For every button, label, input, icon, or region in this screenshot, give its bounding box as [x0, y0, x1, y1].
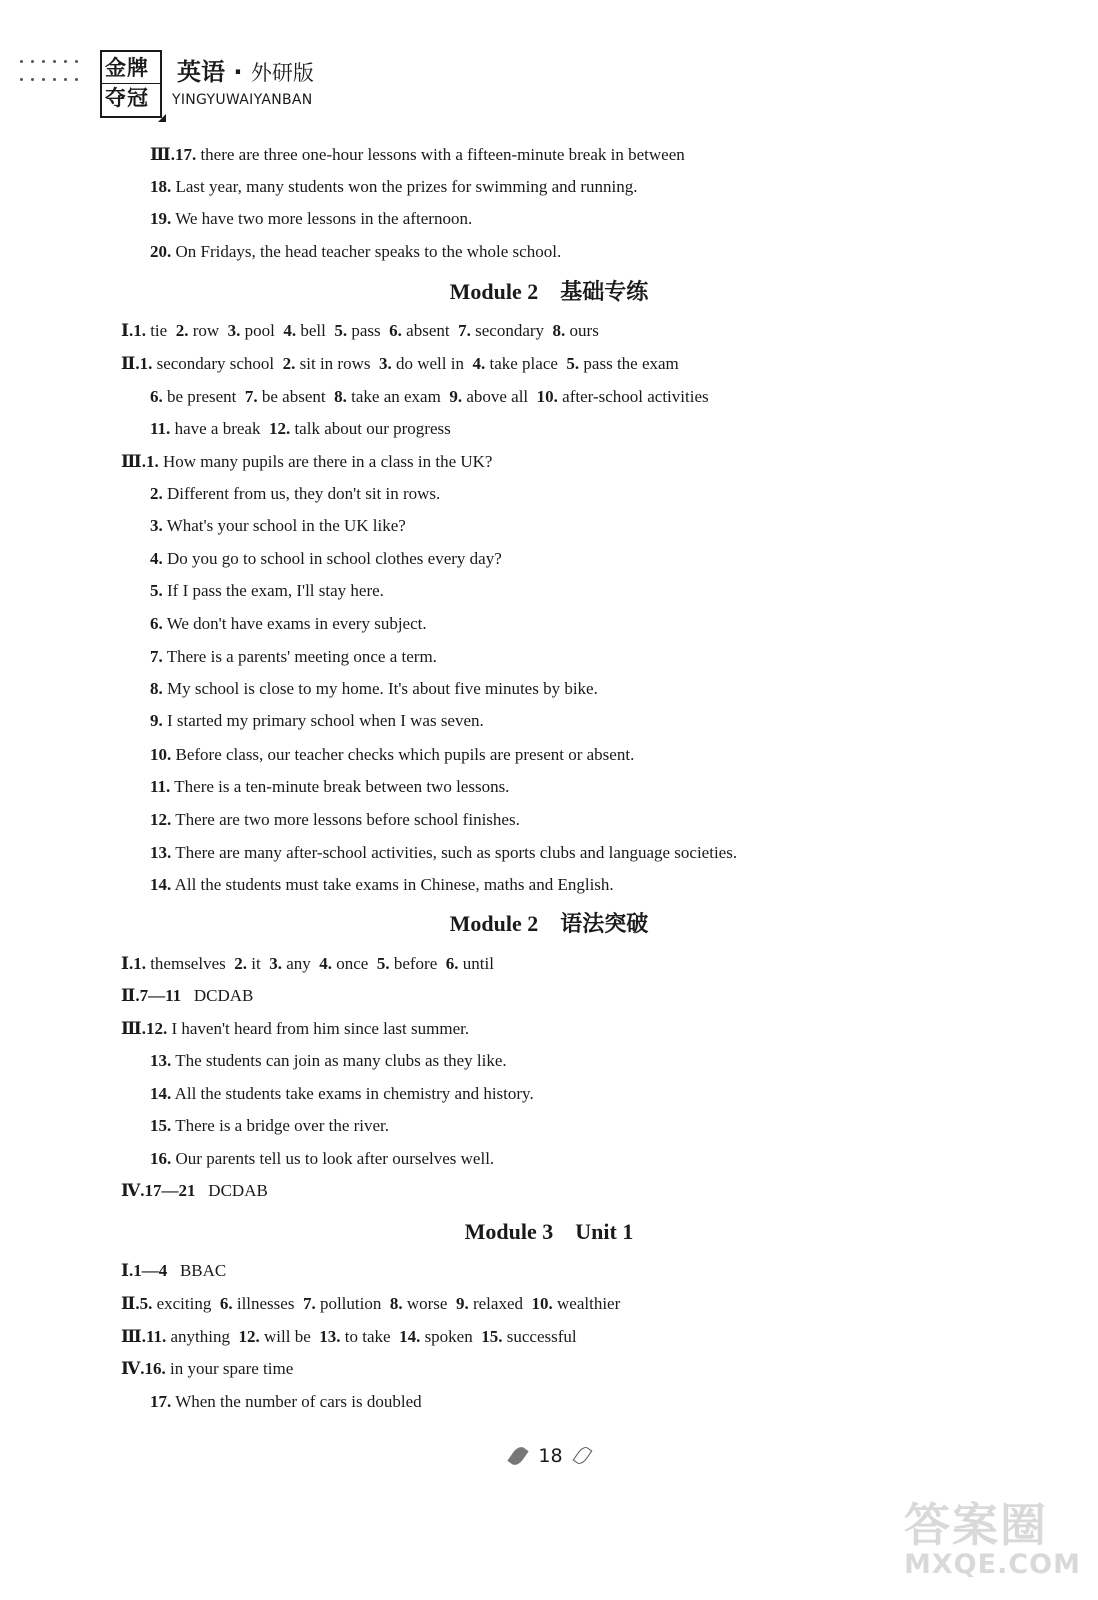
item-answer: will be [264, 1327, 320, 1346]
watermark-logo: 答案圈 [904, 1498, 1048, 1552]
brand-logo [100, 50, 162, 118]
item-answer: themselves [150, 954, 235, 973]
item-number: 12. [268, 419, 291, 438]
answer-line: 2. Different from us, they don't sit in rows. [150, 484, 441, 503]
item-number: 3. [227, 321, 241, 340]
item-number: 10. [531, 1294, 553, 1313]
item-answer: have a break [174, 419, 269, 438]
item-number: Ⅰ.1. [121, 954, 146, 973]
answer-line: Ⅲ.17. there are three one-hour lessons with a fifteen-minute break in between [150, 145, 685, 164]
item-number: 8. [334, 387, 347, 406]
series-title [177, 52, 314, 87]
item-answer: anything [170, 1327, 239, 1346]
watermark-url: MXQE.COM [904, 1549, 1081, 1580]
item-answer: sit in rows [299, 354, 379, 373]
answer-line: 19. We have two more lessons in the afternoon. [150, 209, 473, 228]
item-answer: tie [150, 321, 176, 340]
item-answer: above all [466, 387, 537, 406]
item-number: 2. [282, 354, 296, 373]
answer-line [150, 418, 451, 440]
item-number: 14. [399, 1327, 421, 1346]
item-answer: talk about our progress [294, 419, 451, 438]
answer-line: 3. What's your school in the UK like? [150, 516, 406, 535]
answer-line: Ⅱ.7—11 DCDAB [121, 986, 254, 1005]
watermark [904, 1500, 1084, 1590]
item-answer: illnesses [236, 1294, 303, 1313]
answer-line: 5. If I pass the exam, I'll stay here. [150, 581, 384, 600]
section-heading: Module 3 Unit 1 [464, 1219, 634, 1244]
item-number: 8. [389, 1294, 403, 1313]
answer-line: 20. On Fridays, the head teacher speaks to the whole school. [150, 242, 562, 261]
answer-line: 10. Before class, our teacher checks which pupils are present or absent. [150, 745, 635, 764]
answer-line: Ⅲ.12. I haven't heard from him since last summer. [121, 1019, 470, 1038]
corner-mark-icon [158, 114, 166, 122]
answer-line: 4. Do you go to school in school clothes every day? [150, 549, 502, 568]
item-answer: secondary [475, 321, 553, 340]
series-pinyin: YINGYUWAIYANBAN [172, 92, 313, 108]
answer-line: 13. There are many after-school activities, such as sports clubs and language societies. [150, 843, 738, 862]
item-number: 8. [552, 321, 566, 340]
answer-line: Ⅲ.1. How many pupils are there in a class in the UK? [121, 452, 493, 471]
item-number: 12. [238, 1327, 260, 1346]
item-answer: take place [489, 354, 567, 373]
item-number: 4. [319, 954, 332, 973]
item-answer: pollution [319, 1294, 390, 1313]
answer-line: 11. There is a ten-minute break between two lessons. [150, 777, 510, 796]
answer-line [121, 953, 494, 975]
item-answer: pool [244, 321, 284, 340]
answer-line: 18. Last year, many students won the prizes for swimming and running. [150, 177, 638, 196]
item-answer: after-school activities [562, 387, 709, 406]
answer-line [121, 1326, 577, 1348]
answer-line: 9. I started my primary school when I was seven. [150, 711, 484, 730]
item-answer: do well in [395, 354, 473, 373]
item-answer: any [286, 954, 320, 973]
answer-line: 12. There are two more lessons before school finishes. [150, 810, 520, 829]
decorative-dots [16, 58, 88, 94]
item-number: 13. [319, 1327, 341, 1346]
item-answer: secondary school [156, 354, 283, 373]
item-number: 3. [269, 954, 282, 973]
leaf-icon [508, 1444, 529, 1467]
item-number: Ⅰ.1. [121, 321, 146, 340]
item-answer: exciting [156, 1294, 220, 1313]
brand-line2: 夺冠 [105, 86, 149, 110]
item-answer: ours [569, 321, 599, 340]
item-number: 5. [566, 354, 580, 373]
answer-line: 13. The students can join as many clubs as they like. [150, 1051, 507, 1070]
item-number: 9. [455, 1294, 469, 1313]
item-number: 6. [445, 954, 459, 973]
section-heading: Module 2 语法突破 [449, 911, 649, 937]
item-answer: absent [406, 321, 459, 340]
brand-line1: 金牌 [105, 56, 149, 80]
item-answer: until [462, 954, 494, 973]
item-number: 7. [458, 321, 471, 340]
section-heading: Module 2 基础专练 [449, 279, 649, 305]
item-number: 11. [150, 419, 171, 438]
item-answer: be present [167, 387, 245, 406]
page-footer [500, 1444, 600, 1467]
item-number: 4. [472, 354, 486, 373]
answer-line [121, 320, 599, 342]
item-number: 4. [283, 321, 297, 340]
item-answer: pass the exam [583, 354, 679, 373]
item-answer: once [336, 954, 377, 973]
answer-line [150, 386, 709, 408]
item-number: 6. [389, 321, 402, 340]
item-answer: bell [300, 321, 335, 340]
item-answer: take an exam [351, 387, 450, 406]
answer-line: 7. There is a parents' meeting once a term. [150, 647, 437, 666]
answer-line: 14. All the students take exams in chemistry and history. [150, 1084, 534, 1103]
item-answer: it [251, 954, 270, 973]
item-answer: pass [351, 321, 390, 340]
item-answer: worse [406, 1294, 456, 1313]
item-number: 6. [150, 387, 163, 406]
answer-line: 8. My school is close to my home. It's about five minutes by bike. [150, 679, 598, 698]
edition: 外研版 [250, 61, 314, 85]
item-number: 10. [536, 387, 558, 406]
answer-line [121, 353, 679, 375]
answer-line: 6. We don't have exams in every subject. [150, 614, 427, 633]
item-number: 5. [334, 321, 348, 340]
answer-line [121, 1293, 620, 1315]
item-number: 2. [175, 321, 189, 340]
item-number: 7. [244, 387, 258, 406]
answer-line: Ⅳ.17—21 DCDAB [121, 1181, 268, 1200]
item-answer: to take [344, 1327, 400, 1346]
answer-line: 15. There is a bridge over the river. [150, 1116, 390, 1135]
item-number: Ⅲ.11. [121, 1327, 167, 1346]
page-number: 18 [538, 1444, 563, 1467]
answer-line: Ⅳ.16. in your spare time [121, 1359, 294, 1378]
title-separator: · [233, 58, 243, 86]
item-number: Ⅱ.5. [121, 1294, 153, 1313]
subject: 英语 [177, 58, 225, 86]
item-answer: relaxed [472, 1294, 532, 1313]
item-answer: spoken [424, 1327, 482, 1346]
item-number: 2. [234, 954, 247, 973]
item-answer: be absent [261, 387, 335, 406]
item-number: 5. [376, 954, 390, 973]
item-answer: before [393, 954, 446, 973]
item-number: 3. [378, 354, 392, 373]
item-number: 9. [449, 387, 463, 406]
answer-line: 17. When the number of cars is doubled [150, 1392, 422, 1411]
item-number: Ⅱ.1. [121, 354, 153, 373]
item-answer: successful [506, 1327, 577, 1346]
answer-line: Ⅰ.1—4 BBAC [121, 1261, 227, 1280]
item-answer: row [192, 321, 228, 340]
item-number: 15. [481, 1327, 503, 1346]
answer-line: 16. Our parents tell us to look after ourselves well. [150, 1149, 495, 1168]
item-number: 7. [302, 1294, 316, 1313]
answer-line: 14. All the students must take exams in Chinese, maths and English. [150, 875, 614, 894]
item-answer: wealthier [557, 1294, 621, 1313]
leaf-outline-icon [572, 1445, 592, 1467]
item-number: 6. [219, 1294, 233, 1313]
